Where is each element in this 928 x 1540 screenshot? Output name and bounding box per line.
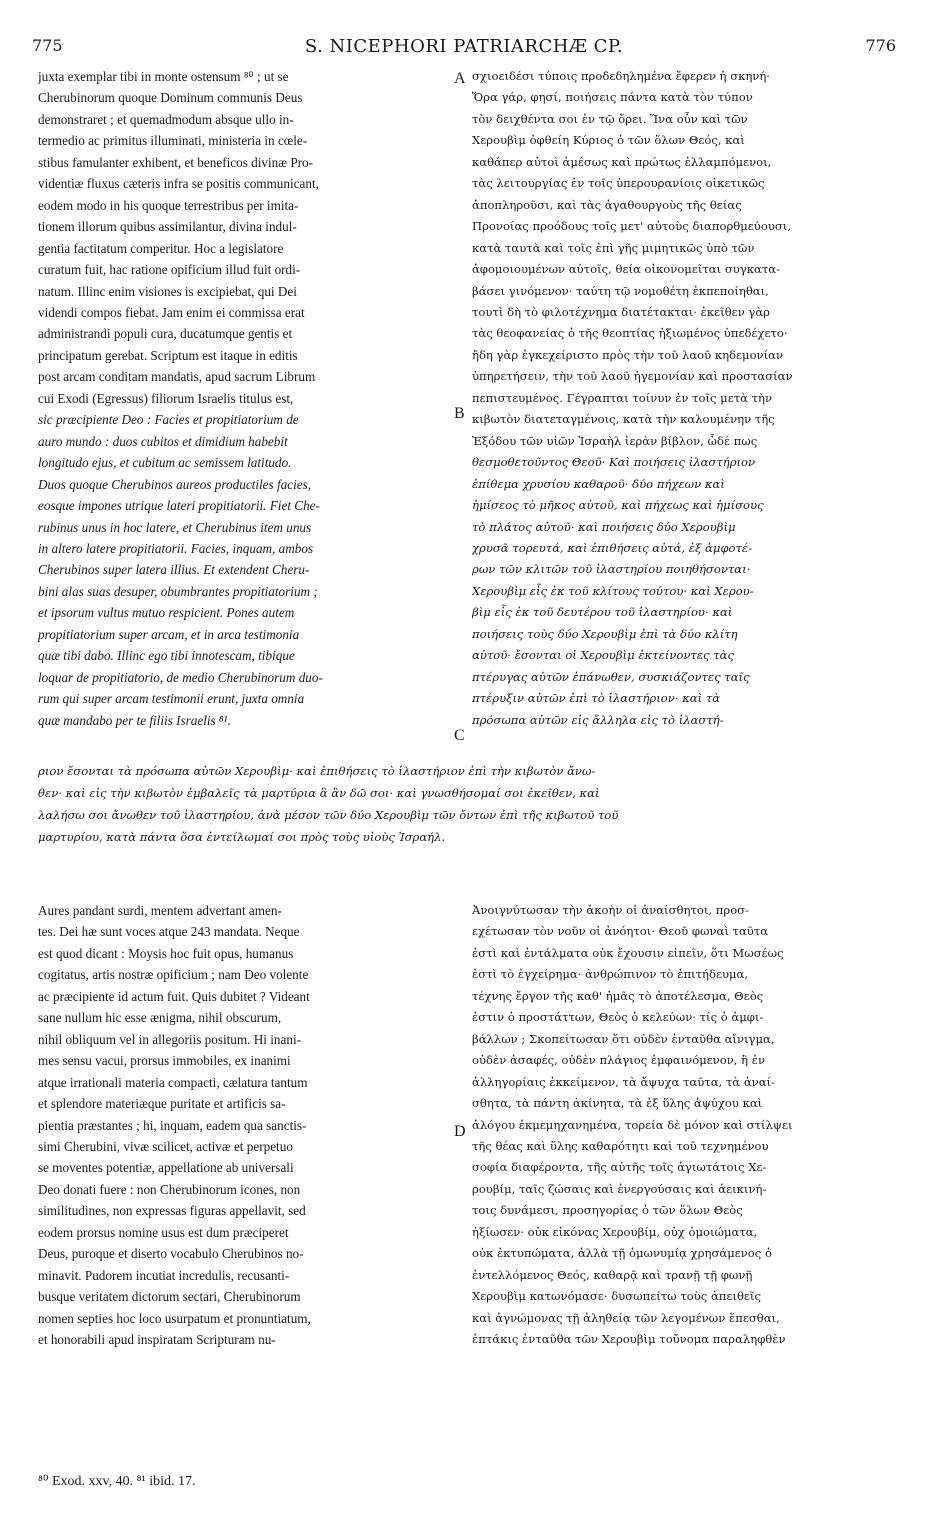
text-line: τὸ πλάτος αὐτοῦ· καὶ ποιήσεις δύο Χερουβὶμ — [472, 519, 736, 534]
text-line: rum qui super arcam testimonii erunt, juxta omnia — [38, 691, 305, 707]
text-line: Προνοίας προόδους τοῖς μετ' αὐτοὺς διαπορθμεύουσι, — [472, 219, 792, 234]
right-page-number: 776 — [865, 36, 896, 55]
text-line: quæ tibi dabo. Illinc ego tibi innotescam, tibique — [38, 648, 295, 664]
text-line: principatum gerebat. Scriptum est itaque in editis — [38, 347, 298, 363]
text-line: βὶμ εἷς ἐκ τοῦ δευτέρου τοῦ ἱλαστηρίου· καὶ — [472, 605, 733, 620]
text-line: stibus famulanter exhibent, et beneficos divinæ Pro- — [38, 154, 314, 170]
text-line: eosque impones utrique lateri propitiatorii. Fiet Che- — [38, 498, 320, 514]
text-line: curatum fuit, hac ratione opificium illud fuit ordi- — [38, 262, 301, 278]
text-line: ριον ἔσονται τὰ πρόσωπα αὐτῶν Χερουβὶμ· καὶ ἐπιθήσεις τὸ ἱλαστήριον ἐπὶ τὴν κιβωτὸν ἄνω- — [38, 764, 596, 778]
text-line: πτέρυγας αὐτῶν ἐπάνωθεν, συσκιάζοντες ταῖς — [472, 669, 750, 684]
text-line: πτέρυξιν αὐτῶν ἐπὶ τὸ ἱλαστήριον· καὶ τὰ — [472, 691, 721, 706]
text-line: ὑπηρετήσειν, τὴν τοῦ λαοῦ ἡγεμονίαν καὶ προστασίαν — [472, 369, 793, 384]
text-line: atque irrationali materia compacti, cælatura tantum — [38, 1074, 308, 1090]
section-marker-c: C — [454, 727, 465, 744]
text-line: ρουβίμ, ταῖς ζώσαις καὶ ἐνεργούσαις καὶ ἀεικινή- — [472, 1181, 767, 1196]
text-line: tionem illorum quibus assimilantur, divina indul- — [38, 219, 297, 235]
left-page-number: 775 — [32, 36, 63, 55]
text-line: mes sensu vacui, prorsus immobiles, ex inanimi — [38, 1053, 291, 1069]
text-line: ἀλληγορίαις ἐκκείμενον, τὰ ἄψυχα ταῦτα, τὰ ἀναί- — [472, 1074, 775, 1089]
greek-column-top — [472, 66, 892, 731]
text-line: Aures pandant surdi, mentem advertant amen- — [38, 903, 282, 918]
text-line: in altero latere propitiatorii. Facies, inquam, ambos — [38, 540, 314, 556]
text-line: ἐντελλόμενος Θεός, καθαρᾷ καὶ τρανῇ τῇ φωνῇ — [472, 1267, 753, 1282]
text-line: θεν· καὶ εἰς τὴν κιβωτὸν ἐμβαλεῖς τὰ μαρτύρια ἃ ἂν δῶ σοι· καὶ γνωσθήσομαί σοι ἐκεῖθεν, καὶ — [38, 786, 600, 800]
text-line: rubinus unus in hoc latere, et Cherubinus item unus — [38, 519, 312, 535]
text-line: gentia factitatum comperitur. Hoc a legislatore — [38, 240, 284, 256]
text-line: administrandi populi cura, ducatumque gentis et — [38, 326, 293, 342]
text-line: post arcam conditam mandatis, apud sacrum Librum — [38, 369, 316, 385]
text-line: τουτὶ δὴ τὸ φιλοτέχνημα διατέτακται· ἐκεῖθεν γὰρ — [472, 304, 770, 319]
text-line: ἤδη γὰρ ἐγκεχείριστο πρὸς τὴν τοῦ λαοῦ κηδεμονίαν — [472, 347, 784, 362]
text-line: et honorabili apud inspiratam Scripturam nu- — [38, 1332, 276, 1348]
greek-column-bottom — [472, 900, 892, 1351]
text-line: pientia præstantes ; hi, inquam, eadem qua sanctis- — [38, 1117, 307, 1133]
latin-column-bottom — [38, 900, 458, 1351]
text-line: Deus, puroque et diserto vocabulo Cherubinos no- — [38, 1246, 304, 1262]
text-line: et splendore materiæque puritate et artificis sa- — [38, 1096, 286, 1112]
text-line: Χερουβὶμ κατωνόμασε· δυσωπείτω τοὺς ἀπειθεῖς — [472, 1289, 761, 1304]
text-line: αὐτοῦ· ἔσονται οἱ Χερουβὶμ ἐκτείνοντες τὰς — [472, 648, 734, 663]
text-line: sane nullum hic esse ænigma, nihil obscurum, — [38, 1010, 282, 1026]
text-line: θεσμοθετοῦντος Θεοῦ· Καὶ ποιήσεις ἱλαστήριον — [472, 455, 756, 470]
text-line: ἐστιν ὁ προστάττων, Θεὸς ὁ κελεύων· τίς ὁ ἀμφι- — [472, 1010, 764, 1025]
text-line: minavit. Pudorem incutiat incredulis, recusanti- — [38, 1267, 290, 1283]
text-line: εχέτωσαν τὸν νοῦν οἱ ἀνόητοι· Θεοῦ φωναὶ ταῦτα — [472, 924, 769, 939]
text-line: ἀποπληροῦσι, καὶ τὰς ἀγαθουργοὺς τῆς θείας — [472, 197, 742, 212]
text-line: similitudines, non expressas figuras appellavit, sed — [38, 1203, 306, 1219]
text-line: ἀφομοιουμένων αὐτοῖς, θεία οἰκονομεῖται συγκατα- — [472, 262, 780, 277]
text-line: ἐπίθεμα χρυσίου καθαροῦ· δύο πήχεων καὶ — [472, 476, 725, 491]
text-line: τὰς λειτουργίας ἐν τοῖς ὑπερουρανίοις οἰκετικῶς — [472, 176, 765, 191]
text-line: οὐκ ἐκτυπώματα, ἀλλὰ τῇ ὁμωνυμίᾳ χρησάμενος ὁ — [472, 1246, 772, 1261]
text-line: quæ mandabo per te filiis Israelis ⁸¹. — [38, 712, 231, 728]
text-line: videndi compos fiebat. Jam enim ei commissa erat — [38, 304, 305, 320]
text-line: μαρτυρίου, κατὰ πάντα ὅσα ἐντείλωμαί σοι πρὸς τοὺς υἱοὺς Ἰσραήλ. — [38, 830, 446, 844]
text-line: eodem modo in his quoque terrestribus per imita- — [38, 197, 299, 213]
text-line: βάλλων ; Σκοπείτωσαν ὅτι οὐδὲν ἐνταῦθα αἴνιγμα, — [472, 1031, 775, 1046]
text-line: Deo donati fuere : non Cherubinorum icones, non — [38, 1181, 301, 1197]
text-line: simi Cherubini, vivæ scilicet, activæ et perpetuo — [38, 1138, 293, 1154]
text-line: sic præcipiente Deo : Facies et propitiatorium de — [38, 412, 299, 428]
text-line: καθάπερ αὐτοὶ ἀμέσως καὶ πρώτως ἐλλαμπόμενοι, — [472, 154, 772, 169]
text-line: auro mundo : duos cubitos et dimidium habebit — [38, 433, 288, 449]
text-line: ρων τῶν κλιτῶν τοῦ ἱλαστηρίου ποιηθήσονται· — [472, 562, 751, 577]
text-line: οὐδὲν ἀσαφές, οὐδὲν πλάγιος ἐμφαινόμενον, ἢ ἐν — [472, 1053, 766, 1068]
text-line: Duos quoque Cherubinos aureos productiles facies, — [38, 476, 312, 492]
text-line: ἐστὶ καὶ ἐντάλματα οὐκ ἔχουσιν εἰπεῖν, ὅτι Μωσέως — [472, 945, 784, 960]
text-line: nihil obliquum vel in allegoriis positum. Hi inani- — [38, 1031, 301, 1047]
text-line: τέχνης ἔργον τῆς καθ' ἡμᾶς τὸ ἀποτέλεσμα, Θεὸς — [472, 988, 764, 1003]
text-line: σθητα, τὰ πάντη ἀκίνητα, τὰ ἐξ ὕλης ἀψύχου καὶ — [472, 1096, 763, 1111]
text-line: loquar de propitiatorio, de medio Cherubinorum duo- — [38, 669, 323, 685]
text-line: τὰς θεοφανείας ὁ τῆς θεοπτίας ἠξιωμένος ὑπεδέχετο· — [472, 326, 788, 341]
section-marker-a: A — [454, 70, 466, 87]
text-line: Ἐξόδου τῶν υἱῶν Ἰσραὴλ ἱερὰν βίβλον, ὧδέ πως — [472, 433, 758, 448]
text-line: ἠξίωσεν· οὐκ εἰκόνας Χερουβίμ, οὐχ ὁμοιώματα, — [472, 1224, 758, 1239]
text-line: ποιήσεις τοὺς δύο Χερουβὶμ ἐπὶ τὰ δύο κλίτη — [472, 626, 738, 641]
text-line: Ὅρα γάρ, φησί, ποιήσεις πάντα κατὰ τὸν τύπον — [472, 90, 753, 105]
text-line: πεπιστευμένος. Γέγραπται τοίνυν ἐν τοῖς μετὰ τὴν — [472, 390, 773, 405]
text-line: Cherubinos super latera illius. Et extendent Cheru- — [38, 562, 310, 578]
text-line: demonstraret ; et quemadmodum absque ullo in- — [38, 111, 294, 127]
text-line: ἀλόγου ἐκμεμηχανημένα, τορεία δὲ μόνον καὶ στίλψει — [472, 1117, 793, 1132]
text-line: βάσει γινόμενον· ταύτη τῷ νομοθέτη ἐκπεποίηθαι, — [472, 283, 769, 298]
text-line: κατὰ ταυτὰ καὶ τοῖς ἐπὶ γῆς μιμητικῶς ὑπὸ τῶν — [472, 240, 755, 255]
text-line: Cherubinorum quoque Dominum communis Deus — [38, 90, 303, 106]
text-line: Χερουβὶμ εἷς ἐκ τοῦ κλίτους τούτου· καὶ Χερου- — [472, 583, 754, 598]
text-line: τὸν δειχθέντα σοι ἐν τῷ ὄρει. Ἵνα οὖν καὶ τῶν — [472, 111, 748, 126]
text-line: σχιοειδέσι τύποις προδεδηλημένα ἔφερεν ἡ σκηνή· — [472, 69, 770, 83]
page-header — [32, 36, 896, 62]
latin-column-top — [38, 66, 458, 731]
text-line: τῆς θέας καὶ ὕλης καθαρότητι καὶ τοῦ τεχνημένου — [472, 1138, 769, 1153]
text-line: propitiatorium super arcam, et in arca testimonia — [38, 626, 300, 642]
text-line: ἐστὶ τὸ ἐγχείρημα· ἀνθρώπινον τὸ ἐπιτήδευμα, — [472, 967, 749, 982]
text-line: est quod dicant : Moysis hoc fuit opus, humanus — [38, 945, 294, 961]
text-line: cogitatus, artis nostræ opificium ; nam Deo volente — [38, 967, 309, 983]
greek-full-width-text — [38, 760, 894, 848]
text-line: χρυσᾶ τορευτά, καὶ ἐπιθήσεις αὐτά, ἐξ ἀμφοτέ- — [472, 540, 753, 555]
text-line: natum. Illinc enim visiones is excipiebat, qui Dei — [38, 283, 297, 299]
running-title: S. NICEPHORI PATRIARCHÆ CP. — [304, 36, 624, 57]
text-line: πρόσωπα αὐτῶν εἰς ἄλληλα εἰς τὸ ἱλαστή- — [472, 712, 724, 727]
text-line: Χερουβὶμ ὀφθείη Κύριος ὁ τῶν ὅλων Θεός, καὶ — [472, 133, 745, 148]
text-line: bini alas suas desuper, obumbrantes propitiatorium ; — [38, 583, 318, 599]
text-line: busque veritatem dictorum sectari, Cherubinorum — [38, 1289, 301, 1305]
footnotes: ⁸⁰ Exod. xxv, 40. ⁸¹ ibid. 17. — [38, 1474, 196, 1489]
text-line: ἑπτάκις ἐνταῦθα τῶν Χερουβὶμ τοὔνομα παραληφθὲν — [472, 1332, 786, 1347]
text-line: nomen septies hoc loco usurpatum et pronuntiatum, — [38, 1310, 311, 1326]
text-line: termedio ac primitus illuminati, ministeria in cœle- — [38, 133, 308, 149]
text-line: et ipsorum vultus mutuo respicient. Pones autem — [38, 605, 295, 621]
text-line: σοφία διαφέροντα, τῆς αὐτῆς τοῖς ἁγιωτάτοις Χε- — [472, 1160, 767, 1175]
text-line: eodem prorsus nomine usus est dum præciperet — [38, 1224, 289, 1240]
text-line: longitudo ejus, et cubitum ac semissem latitudo. — [38, 455, 292, 471]
text-line: καὶ ἀγνώμονας τῇ ἀληθείᾳ τῶν λεγομένων ἕπεσθαι, — [472, 1310, 780, 1325]
text-line: juxta exemplar tibi in monte ostensum ⁸⁰ ; ut se — [38, 69, 289, 84]
text-line: Ἀνοιγνύτωσαν τὴν ἀκοὴν οἱ ἀναίσθητοι, προσ- — [472, 903, 750, 917]
text-line: tes. Dei hæ sunt voces atque 243 mandata. Neque — [38, 924, 300, 940]
text-line: videntiæ fluxus cæteris infra se positis communicant, — [38, 176, 319, 192]
text-line: λαλήσω σοι ἄνωθεν τοῦ ἱλαστηρίου, ἀνὰ μέσον τῶν δύο Χερουβὶμ τῶν ὄντων ἐπὶ τῆς κιβωτοῦ τοῦ — [38, 808, 619, 822]
text-line: κιβωτὸν διατεταγμένοις, κατὰ τὴν καλουμένην τῆς — [472, 412, 775, 427]
section-marker-d: D — [454, 1123, 466, 1140]
text-line: ἡμίσεος τὸ μῆκος αὐτοῦ, καὶ πήχεως καὶ ἡμίσους — [472, 498, 764, 513]
text-line: ac præcipiente id actum fuit. Quis dubitet ? Videant — [38, 988, 310, 1004]
text-line: se moventes potentiæ, appellatione ab universali — [38, 1160, 294, 1176]
text-line: τοις δυνάμεσι, προσηγορίας ὁ τῶν ὅλων Θεὸς — [472, 1203, 743, 1218]
text-line: cui Exodi (Egressus) filiorum Israelis titulus est, — [38, 390, 294, 406]
section-marker-b: B — [454, 405, 465, 422]
